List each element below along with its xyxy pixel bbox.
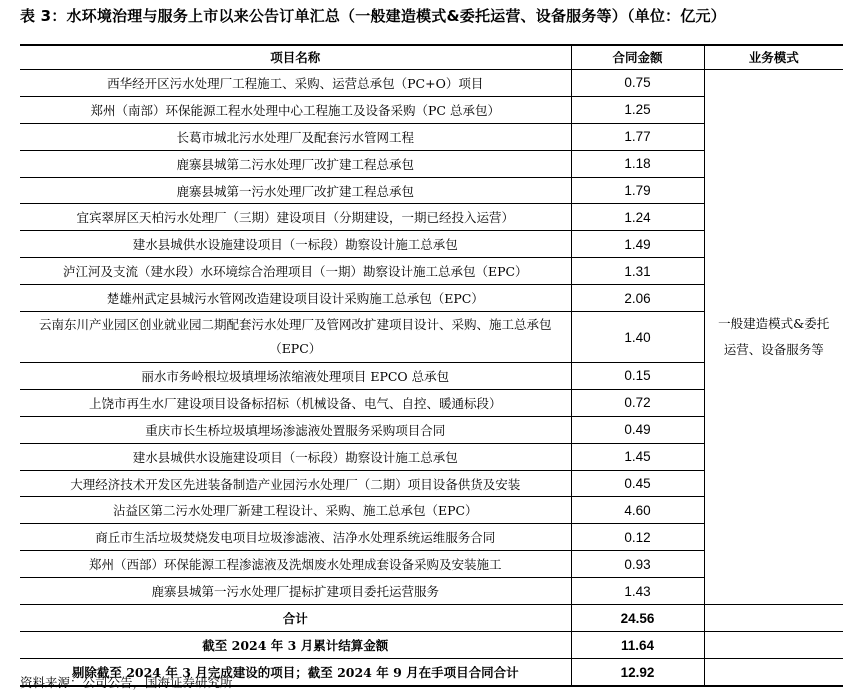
empty-cell bbox=[704, 632, 843, 659]
settled-label: 截至 2024 年 3 月累计结算金额 bbox=[20, 632, 571, 659]
settled-row bbox=[20, 632, 843, 659]
project-name-cell: 长葛市城北污水处理厂及配套污水管网工程 bbox=[20, 123, 571, 150]
project-name-cell: 丽水市务岭根垃圾填埋场浓缩液处理项目 EPCO 总承包 bbox=[20, 363, 571, 390]
amount-cell: 1.49 bbox=[571, 231, 704, 258]
amount-cell: 1.79 bbox=[571, 177, 704, 204]
source-note: 资料来源：公司公告，国海证券研究所 bbox=[20, 675, 233, 690]
backlog-amount: 12.92 bbox=[571, 659, 704, 687]
table-title: 表 3：水环境治理与服务上市以来公告订单汇总（一般建造模式&委托运营、设备服务等）（单位：亿元） bbox=[20, 7, 726, 25]
project-name-cell: 沾益区第二污水处理厂新建工程设计、采购、施工总承包（EPC） bbox=[20, 497, 571, 524]
amount-cell: 0.49 bbox=[571, 416, 704, 443]
project-name-cell: 宜宾翠屏区天柏污水处理厂（三期）建设项目（分期建设，一期已经投入运营） bbox=[20, 204, 571, 231]
total-row bbox=[20, 605, 843, 632]
total-amount: 24.56 bbox=[571, 605, 704, 632]
project-name-cell: 建水县城供水设施建设项目（一标段）勘察设计施工总承包 bbox=[20, 443, 571, 470]
project-name-cell: 鹿寨县城第二污水处理厂改扩建工程总承包 bbox=[20, 150, 571, 177]
empty-cell bbox=[704, 605, 843, 632]
amount-cell: 1.24 bbox=[571, 204, 704, 231]
backlog-label: 剔除截至 2024 年 3 月完成建设的项目；截至 2024 年 9 月在手项目合同合计 bbox=[20, 659, 571, 687]
header-contract-amount: 合同金额 bbox=[571, 45, 704, 70]
project-name-cell: 鹿寨县城第一污水处理厂提标扩建项目委托运营服务 bbox=[20, 578, 571, 605]
project-name-cell: 云南东川产业园区创业就业园二期配套污水处理厂及管网改扩建项目设计、采购、施工总承包（EPC） bbox=[20, 312, 571, 363]
amount-cell: 1.18 bbox=[571, 150, 704, 177]
amount-cell: 0.72 bbox=[571, 389, 704, 416]
amount-cell: 2.06 bbox=[571, 285, 704, 312]
project-name-cell: 西华经开区污水处理厂工程施工、采购、运营总承包（PC+O）项目 bbox=[20, 70, 571, 97]
project-name-cell: 鹿寨县城第一污水处理厂改扩建工程总承包 bbox=[20, 177, 571, 204]
project-name-cell: 楚雄州武定县城污水管网改造建设项目设计采购施工总承包（EPC） bbox=[20, 285, 571, 312]
project-name-cell: 泸江河及支流（建水段）水环境综合治理项目（一期）勘察设计施工总承包（EPC） bbox=[20, 258, 571, 285]
settled-amount: 11.64 bbox=[571, 632, 704, 659]
amount-cell: 0.75 bbox=[571, 70, 704, 97]
project-name-cell: 郑州（西部）环保能源工程渗滤液及洗烟废水处理成套设备采购及安装施工 bbox=[20, 551, 571, 578]
empty-cell bbox=[704, 659, 843, 687]
header-project-name: 项目名称 bbox=[20, 45, 571, 70]
amount-cell: 0.45 bbox=[571, 470, 704, 497]
amount-cell: 1.25 bbox=[571, 96, 704, 123]
amount-cell: 0.15 bbox=[571, 363, 704, 390]
project-name-cell: 郑州（南部）环保能源工程水处理中心工程施工及设备采购（PC 总承包） bbox=[20, 96, 571, 123]
business-mode-cell: 一般建造模式&委托运营、设备服务等 bbox=[704, 70, 843, 605]
project-name-cell: 上饶市再生水厂建设项目设备标招标（机械设备、电气、自控、暖通标段） bbox=[20, 389, 571, 416]
amount-cell: 4.60 bbox=[571, 497, 704, 524]
table-row bbox=[20, 70, 843, 97]
project-name-cell: 大理经济技术开发区先进装备制造产业园污水处理厂（二期）项目设备供货及安装 bbox=[20, 470, 571, 497]
project-name-cell: 重庆市长生桥垃圾填埋场渗滤液处置服务采购项目合同 bbox=[20, 416, 571, 443]
amount-cell: 0.93 bbox=[571, 551, 704, 578]
amount-cell: 1.31 bbox=[571, 258, 704, 285]
amount-cell: 1.45 bbox=[571, 443, 704, 470]
project-name-cell: 建水县城供水设施建设项目（一标段）勘察设计施工总承包 bbox=[20, 231, 571, 258]
total-label: 合计 bbox=[20, 605, 571, 632]
project-name-cell: 商丘市生活垃圾焚烧发电项目垃圾渗滤液、洁净水处理系统运维服务合同 bbox=[20, 524, 571, 551]
orders-table bbox=[20, 45, 843, 687]
amount-cell: 1.43 bbox=[571, 578, 704, 605]
amount-cell: 1.77 bbox=[571, 123, 704, 150]
amount-cell: 0.12 bbox=[571, 524, 704, 551]
amount-cell: 1.40 bbox=[571, 312, 704, 363]
header-business-mode: 业务模式 bbox=[704, 45, 843, 70]
